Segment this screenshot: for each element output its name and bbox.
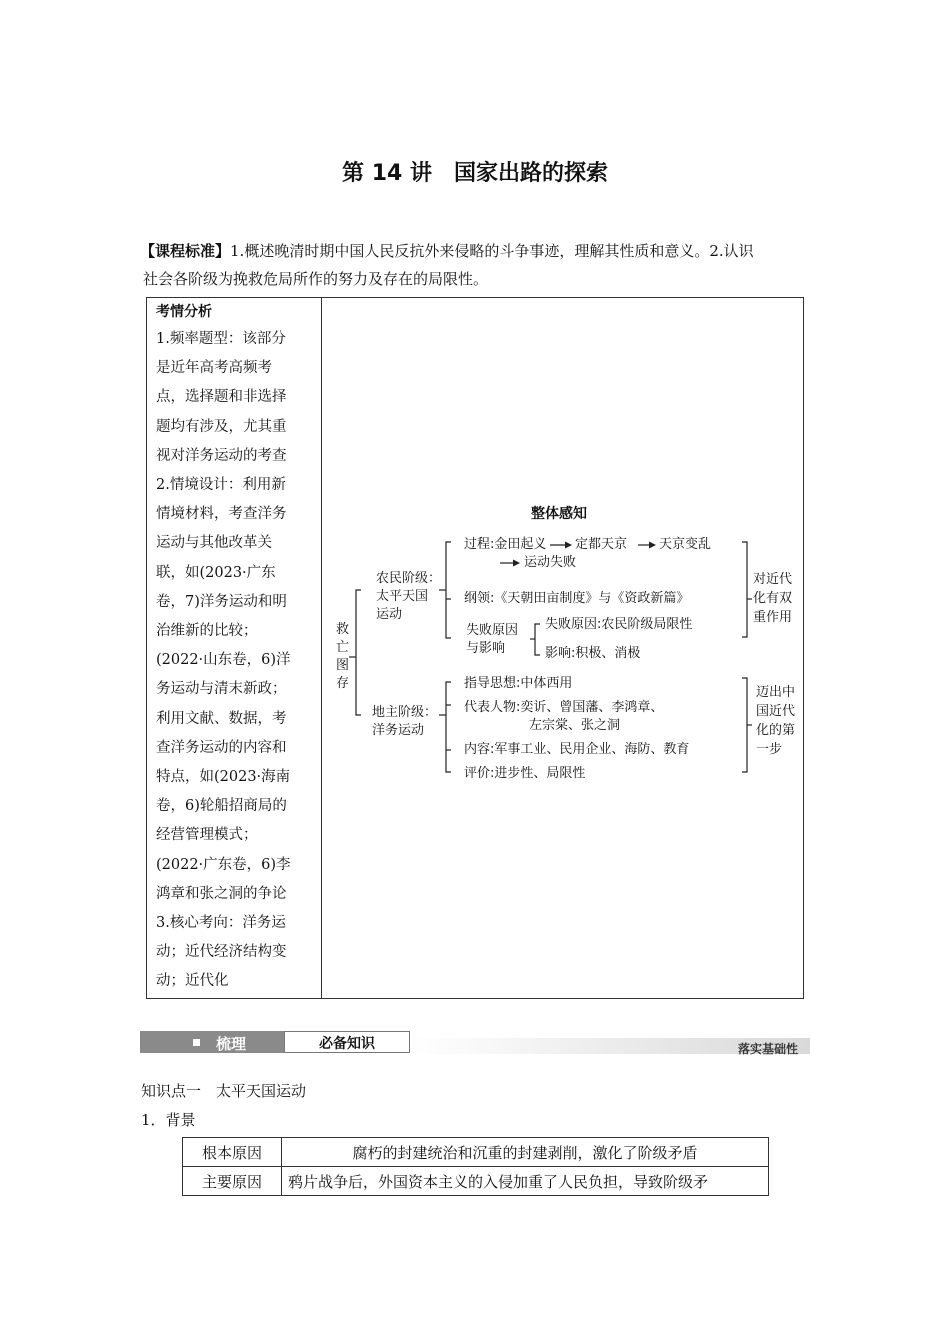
banner-middle-label: 必备知识: [319, 1036, 375, 1052]
evaluation-text: 评价:进步性、局限性: [464, 766, 586, 781]
page-title: 第 14 讲 国家出路的探索: [342, 161, 608, 186]
branch2-result-line: 迈出中: [756, 685, 796, 700]
table-row: [183, 1138, 769, 1167]
branch1-result-line: 重作用: [753, 610, 793, 625]
guiding-text: 指导思想:中体西用: [464, 676, 573, 691]
section-banner: [140, 1030, 810, 1056]
analysis-body: [156, 325, 316, 997]
failure-label-line: 失败原因: [466, 623, 519, 638]
analysis-column: [147, 298, 322, 998]
course-standard: [140, 237, 812, 293]
process-capital: 定都天京: [575, 537, 628, 552]
analysis-line: 运动与其他改革关: [156, 535, 272, 552]
banner-left-label: 梳理: [216, 1035, 247, 1053]
square-bullet-icon: [193, 1039, 200, 1046]
table-cell-label: 主要原因: [183, 1167, 282, 1196]
branch2-result-line: 化的第: [756, 723, 796, 738]
analysis-line: 卷，6)轮船招商局的: [156, 798, 287, 815]
root-char: 救: [336, 622, 350, 637]
analysis-line: 视对洋务运动的考查: [156, 447, 287, 464]
analysis-line: (2022·山东卷，6)洋: [156, 652, 291, 669]
branch1-label-line: 农民阶级：: [376, 571, 442, 586]
table-row: [183, 1167, 769, 1196]
branch1-result: [753, 570, 792, 627]
banner-right-label: 落实基础性: [737, 1042, 798, 1056]
analysis-line: 动；近代经济结构变: [156, 944, 287, 961]
analysis-line: 鸿章和张之洞的争论: [156, 885, 287, 902]
failure-label: [466, 622, 518, 658]
analysis-line: 利用文献、数据，考: [156, 710, 287, 727]
course-standard-line1: 1.概述晚清时期中国人民反抗外来侵略的斗争事迹，理解其性质和意义。2.认识: [230, 242, 754, 260]
content-text: 内容:军事工业、民用企业、海防、教育: [464, 742, 690, 757]
analysis-line: 情境材料，考查洋务: [156, 506, 287, 523]
analysis-line: 联，如(2023·广东: [156, 564, 276, 581]
branch2-result-line: 一步: [756, 742, 783, 757]
table-cell-label: 根本原因: [183, 1138, 282, 1167]
failure-label-line: 与影响: [466, 641, 506, 656]
branch2-result: [756, 683, 795, 759]
branch1-label-line: 太平天国: [376, 589, 429, 604]
analysis-line: 动；近代化: [156, 973, 229, 990]
process-incident: 天京变乱: [659, 537, 712, 552]
figures-line2: 左宗棠、张之洞: [529, 718, 621, 733]
branch1-label: [376, 570, 441, 624]
course-standard-line2: 社会各阶级为挽救危局所作的努力及存在的局限性。: [143, 270, 489, 288]
branch1-label-line: 运动: [376, 607, 403, 622]
background-table: [182, 1137, 769, 1196]
analysis-line: 题均有涉及，尤其重: [156, 418, 287, 435]
course-standard-label: 【课程标准】: [140, 242, 231, 260]
branch1-result-line: 对近代: [753, 572, 793, 587]
analysis-line: 务运动与清末新政；: [156, 681, 287, 698]
analysis-line: 卷，7)洋务运动和明: [156, 593, 287, 610]
analysis-line: 特点，如(2023·海南: [156, 769, 291, 786]
branch1-result-line: 化有双: [753, 591, 793, 606]
branch2-label-line: 地主阶级：: [372, 705, 438, 720]
root-char: 亡: [336, 640, 350, 655]
diagram-heading: 整体感知: [531, 506, 587, 522]
root-char: 图: [336, 658, 350, 673]
process-failure: 运动失败: [524, 555, 577, 570]
analysis-line: 点，选择题和非选择: [156, 389, 287, 406]
overview-diagram: [335, 500, 810, 790]
analysis-line: 经营管理模式；: [156, 827, 258, 844]
table-cell-text: 鸦片战争后，外国资本主义的入侵加重了人民负担，导致阶级矛: [282, 1167, 769, 1196]
analysis-line: 1.频率题型：该部分: [156, 331, 286, 347]
banner-dark-block: [140, 1031, 284, 1053]
failure-cause: 失败原因:农民阶级局限性: [545, 617, 693, 632]
table-cell-text: 腐朽的封建统治和沉重的封建剥削，激化了阶级矛盾: [282, 1138, 769, 1167]
branch2-label: [372, 704, 437, 740]
root-char: 存: [336, 676, 350, 691]
banner-middle-box: [284, 1031, 410, 1053]
analysis-line: (2022·广东卷，6)李: [156, 856, 291, 873]
section-heading: 1．背景: [141, 1111, 196, 1129]
program-text: 纲领:《天朝田亩制度》与《资政新篇》: [464, 591, 690, 606]
figures-line1: 代表人物:奕䜣、曾国藩、李鸿章、: [464, 700, 664, 715]
analysis-line: 2.情境设计：利用新: [156, 477, 286, 494]
analysis-line: 查洋务运动的内容和: [156, 739, 287, 756]
analysis-line: 治维新的比较；: [156, 623, 258, 640]
process-start: 过程:金田起义: [464, 537, 547, 552]
knowledge-point-heading: 知识点一 太平天国运动: [141, 1082, 307, 1100]
analysis-line: 是近年高考高频考: [156, 360, 272, 377]
branch2-label-line: 洋务运动: [372, 723, 425, 738]
branch2-result-line: 国近代: [756, 704, 796, 719]
influence-text: 影响:积极、消极: [545, 646, 641, 661]
root-node: [336, 621, 349, 693]
analysis-heading: 考情分析: [156, 304, 212, 320]
analysis-line: 3.核心考向：洋务运: [156, 915, 286, 932]
